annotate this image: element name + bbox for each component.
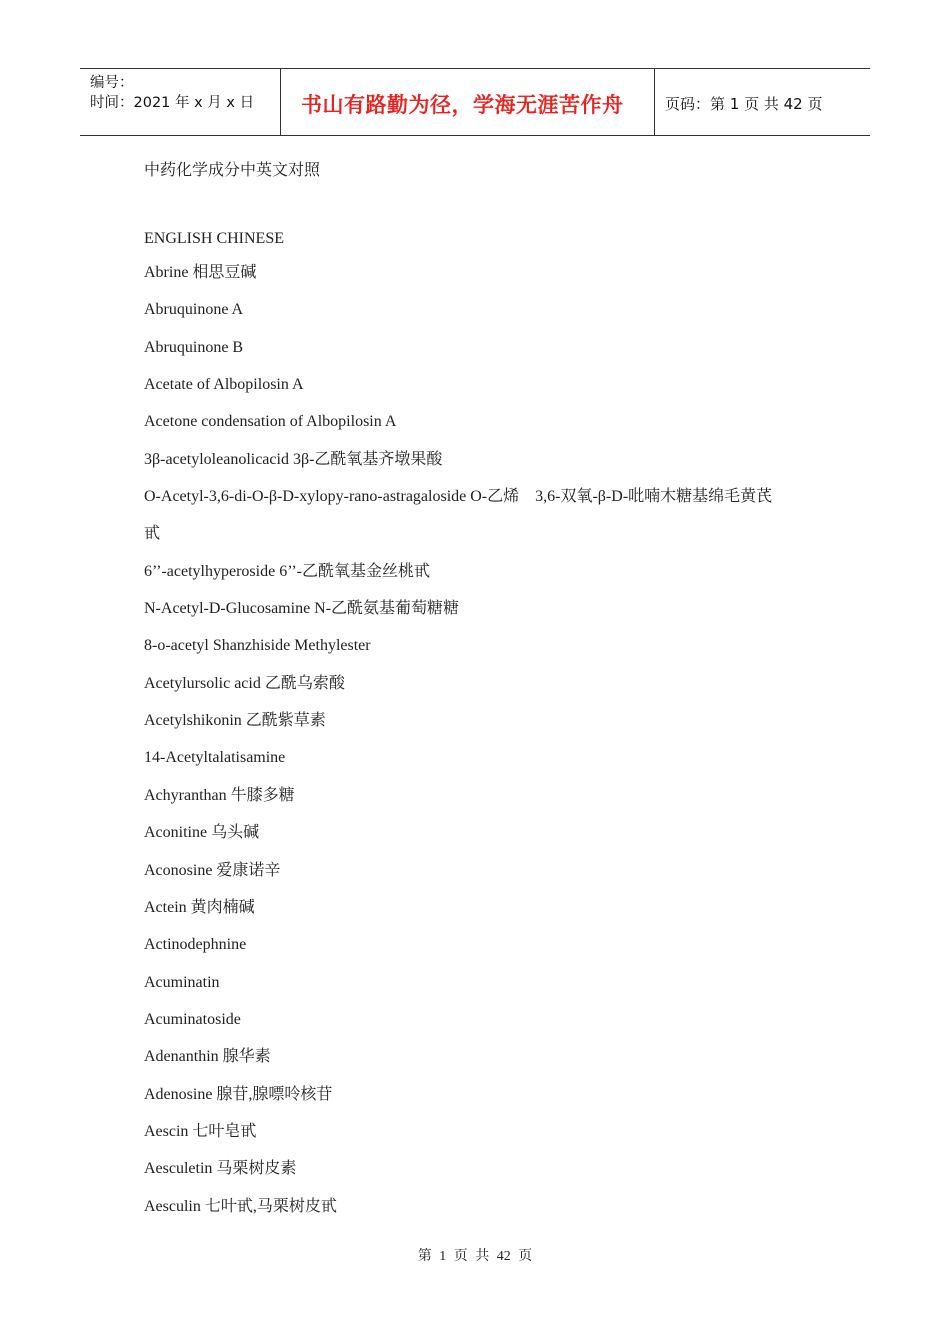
list-item: Adenosine 腺苷,腺嘌呤核苷 [144,1085,333,1103]
time-label: 时间：2021 年 x 月 x 日 [90,95,255,111]
document-body [144,156,824,1225]
page-info: 页码：第 1 页 共 42 页 [665,94,823,113]
list-item: Acetylshikonin 乙酰紫草素 [144,712,326,730]
list-item: Actein 黄肉楠碱 [144,898,255,916]
list-item: 甙 [144,525,161,543]
list-item: Aesculin 七叶甙,马栗树皮甙 [144,1197,337,1215]
document-title: 中药化学成分中英文对照 [144,162,321,179]
number-label: 编号： [90,75,134,91]
entry-list [144,254,824,1225]
list-item: 8-o-acetyl Shanzhiside Methylester [144,637,371,655]
list-item: Abruquinone B [144,338,244,356]
list-item: Acuminatoside [144,1010,241,1028]
list-item: Adenanthin 腺华素 [144,1048,271,1066]
header-motto-cell [281,69,655,135]
list-item: Acetate of Albopilosin A [144,376,304,394]
list-item: Achyranthan 牛膝多糖 [144,786,295,804]
list-item: Acuminatin [144,973,220,991]
list-item: 14-Acetyltalatisamine [144,749,286,767]
footer-page-number: 第 1 页 共 42 页 [417,1249,533,1264]
list-item: Acetylursolic acid 乙酰乌索酸 [144,674,345,692]
list-item: Acetone condensation of Albopilosin A [144,413,397,431]
list-item: 3β-acetyloleanolicacid 3β-乙酰氧基齐墩果酸 [144,450,443,468]
list-item: Actinodephnine [144,936,247,954]
list-item: Aescin 七叶皂甙 [144,1122,257,1140]
list-item: O-Acetyl-3,6-di-O-β-D-xylopy-rano-astragaloside O-乙烯 3,6-双氧-β-D-吡喃木糖基绵毛黄芪 [144,488,773,506]
list-item: Abrine 相思豆碱 [144,264,257,281]
list-item: Aconitine 乌头碱 [144,824,260,842]
header-page-cell [655,69,870,135]
list-item: Abruquinone A [144,301,244,319]
list-item: Aconosine 爱康诺辛 [144,861,281,879]
column-header: ENGLISH CHINESE [144,230,284,247]
header-meta-cell [80,69,281,135]
list-item: 6’’-acetylhyperoside 6’’-乙酰氧基金丝桃甙 [144,562,430,580]
header-table [80,68,870,136]
list-item: N-Acetyl-D-Glucosamine N-乙酰氨基葡萄糖糖 [144,600,460,618]
motto-text: 书山有路勤为径，学海无涯苦作舟 [301,93,624,117]
list-item: Aesculetin 马栗树皮素 [144,1160,297,1178]
page-footer [0,1245,950,1265]
